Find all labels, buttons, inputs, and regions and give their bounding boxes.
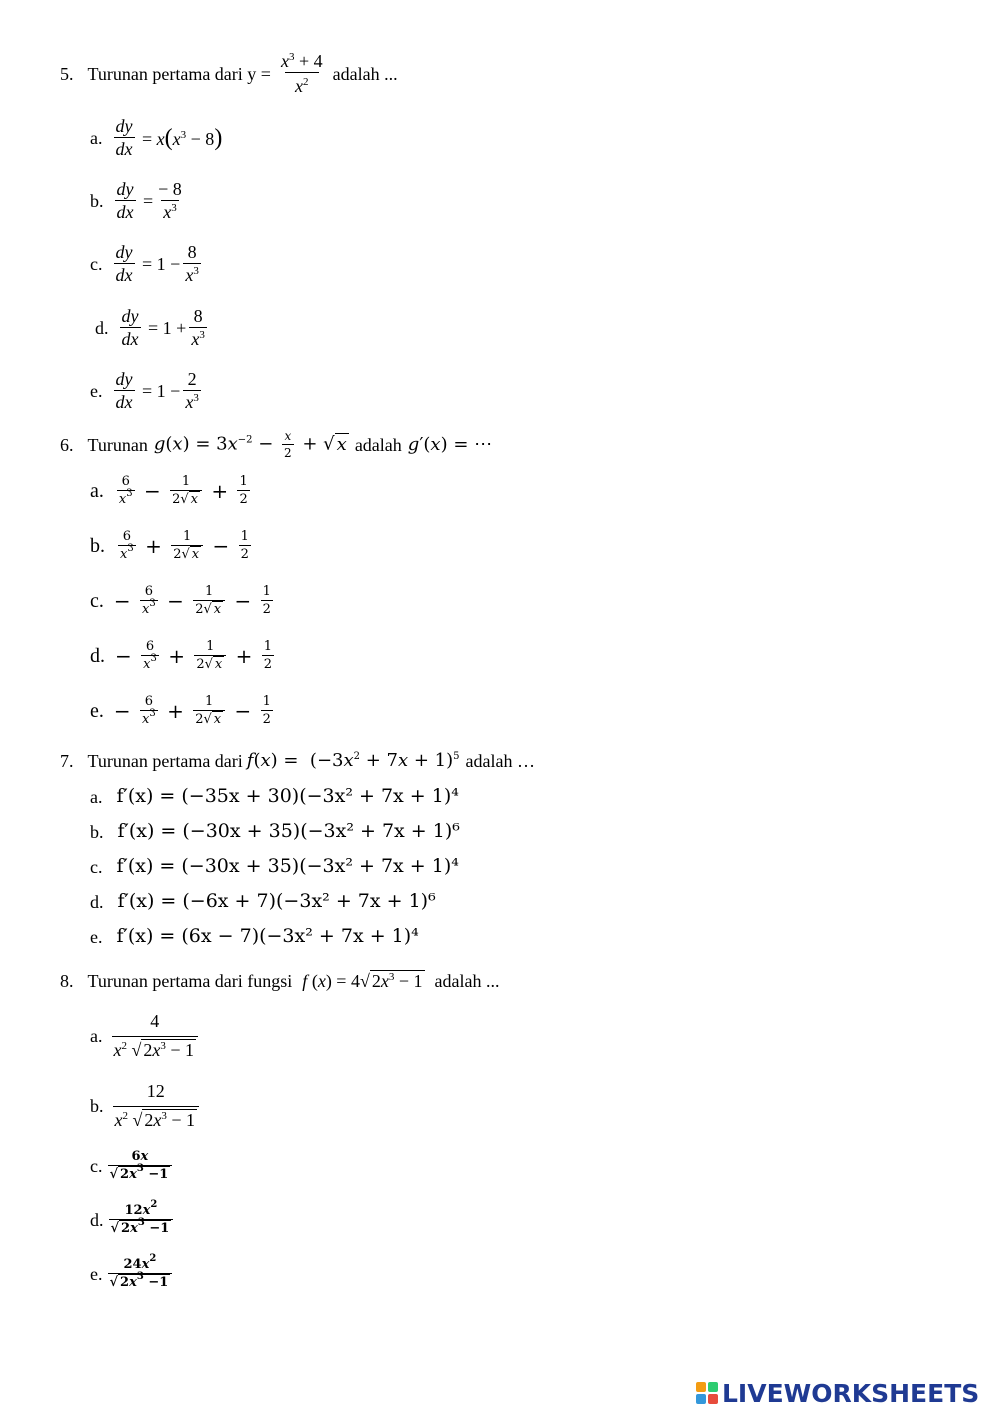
option-label: c.: [90, 253, 103, 274]
question-number: 5.: [60, 63, 74, 84]
option-label: a.: [90, 127, 103, 148]
logo-grid-icon: [696, 1382, 718, 1404]
option-expression: f′(x) = (6x − 7)(−3x² + 7x + 1)⁴: [116, 925, 419, 947]
option-expression: f′(x) = (−6x + 7)(−3x² + 7x + 1)⁶: [117, 890, 436, 912]
option-label: b.: [90, 1095, 104, 1116]
option-5c[interactable]: [90, 243, 204, 284]
fraction: $\frac{- 8}{x^3}$: [158, 179, 182, 222]
derivative-symbol: $\frac{dy}{dx}$: [121, 306, 139, 349]
question-7-stem: [60, 752, 535, 770]
fraction: $\frac{8}{x^3}$: [185, 242, 199, 285]
option-label: d.: [90, 891, 104, 912]
question-text: Turunan: [87, 434, 148, 455]
logo-text: LIVEWORKSHEETS: [722, 1378, 980, 1408]
derivative-notation: g′(x) = ⋯: [407, 433, 493, 455]
option-label: d.: [90, 644, 105, 667]
option-label: c.: [90, 1155, 103, 1176]
logo-square: [708, 1382, 718, 1392]
fraction: $\frac{12x^2}{√ 2x^3 -1}$: [109, 1204, 174, 1235]
question-text: Turunan pertama dari: [87, 751, 243, 771]
option-6c[interactable]: c. − $\frac{6}{x^3}$ − $\frac{1}{2√ x}$ − $\frac{1}{2}$: [90, 584, 271, 617]
option-expression: = 1 −: [137, 253, 181, 274]
option-expression: f′(x) = (−35x + 30)(−3x² + 7x + 1)⁴: [116, 785, 459, 807]
option-expression: f′(x) = (−30x + 35)(−3x² + 7x + 1)⁶: [117, 820, 460, 842]
option-label: c.: [90, 589, 104, 612]
option-expression: =: [138, 190, 154, 211]
fraction: $\frac{24x^2}{√ 2x^3 -1}$: [108, 1258, 173, 1289]
option-6a[interactable]: a. $\frac{6}{x^3}$ − $\frac{1}{2√ x}$ + $\frac{1}{2}$: [90, 474, 248, 507]
derivative-symbol: $\frac{dy}{dx}$: [115, 369, 133, 412]
option-5b[interactable]: [90, 180, 187, 221]
question-mid: adalah: [354, 434, 402, 455]
option-5e[interactable]: [90, 370, 204, 411]
derivative-symbol: $\frac{dy}{dx}$: [115, 116, 133, 159]
option-label: a.: [90, 479, 104, 502]
option-label: a.: [90, 1025, 103, 1046]
question-8-stem: [60, 972, 499, 990]
option-5d[interactable]: [95, 307, 210, 348]
option-8a[interactable]: [90, 1012, 201, 1059]
option-expression: = 1 +: [143, 317, 187, 338]
option-7c[interactable]: [90, 857, 459, 876]
function-expression: f (x) = 4√ $2x^3 - 1$: [302, 971, 423, 991]
question-suffix: adalah ...: [434, 971, 500, 991]
question-text: Turunan pertama dari y =: [87, 63, 271, 84]
option-label: d.: [90, 1209, 104, 1230]
function-expression: $f(x) = (-3x^2 + 7x + 1)^5$: [246, 750, 460, 771]
liveworksheets-logo: [696, 1378, 979, 1408]
option-8d[interactable]: [90, 1199, 176, 1236]
fraction: $\frac{8}{x^3}$: [191, 306, 205, 349]
logo-square: [696, 1394, 706, 1404]
option-label: e.: [90, 380, 103, 401]
fraction: $\frac{x^3 + 4}{x^2}$: [280, 51, 323, 96]
option-7d[interactable]: [90, 892, 436, 911]
question-6-stem: [60, 430, 492, 459]
fraction: $\frac{4}{x^2 √ 2x^3 - 1}$: [112, 1012, 199, 1059]
option-expression: f′(x) = (−30x + 35)(−3x² + 7x + 1)⁴: [116, 855, 459, 877]
option-label: a.: [90, 786, 103, 807]
question-suffix: adalah ...: [332, 63, 398, 84]
option-6e[interactable]: e. − $\frac{6}{x^3}$ + $\frac{1}{2√ x}$ − $\frac{1}{2}$: [90, 694, 271, 727]
option-label: b.: [90, 534, 105, 557]
option-label: e.: [90, 1263, 103, 1284]
option-label: c.: [90, 856, 103, 877]
option-label: e.: [90, 926, 103, 947]
option-6b[interactable]: b. $\frac{6}{x^3}$ + $\frac{1}{2√ x}$ − $\frac{1}{2}$: [90, 529, 249, 562]
question-suffix: adalah …: [465, 751, 535, 771]
option-5a[interactable]: [90, 117, 222, 158]
question-number: 7.: [60, 751, 74, 771]
logo-square: [708, 1394, 718, 1404]
option-8e[interactable]: [90, 1253, 175, 1290]
question-text: Turunan pertama dari fungsi: [87, 971, 293, 991]
option-label: b.: [90, 821, 104, 842]
logo-square: [696, 1382, 706, 1392]
fraction: $\frac{12}{x^2 √ 2x^3 - 1}$: [113, 1082, 200, 1129]
option-label: d.: [95, 317, 109, 338]
question-5-stem: [60, 52, 398, 95]
option-8b[interactable]: [90, 1082, 202, 1129]
option-expression: = 1 −: [137, 380, 181, 401]
option-7e[interactable]: [90, 927, 419, 946]
option-expression: = $x(x^3 - 8)$: [137, 124, 223, 151]
option-8c[interactable]: [90, 1150, 175, 1181]
option-6d[interactable]: d. − $\frac{6}{x^3}$ + $\frac{1}{2√ x}$ + $\frac{1}{2}$: [90, 639, 272, 672]
function-expression: $g(x) = 3x^{-2}$ − $\frac{x}{2}$ + √ x: [153, 429, 347, 460]
fraction: $\frac{6x}{√ 2x^3 -1}$: [108, 1150, 173, 1181]
question-number: 8.: [60, 971, 74, 991]
option-label: b.: [90, 190, 104, 211]
option-7b[interactable]: [90, 822, 460, 841]
option-7a[interactable]: [90, 787, 459, 806]
derivative-symbol: $\frac{dy}{dx}$: [115, 242, 133, 285]
question-number: 6.: [60, 434, 74, 455]
fraction: $\frac{2}{x^3}$: [185, 369, 199, 412]
derivative-symbol: $\frac{dy}{dx}$: [116, 179, 134, 222]
option-label: e.: [90, 699, 104, 722]
